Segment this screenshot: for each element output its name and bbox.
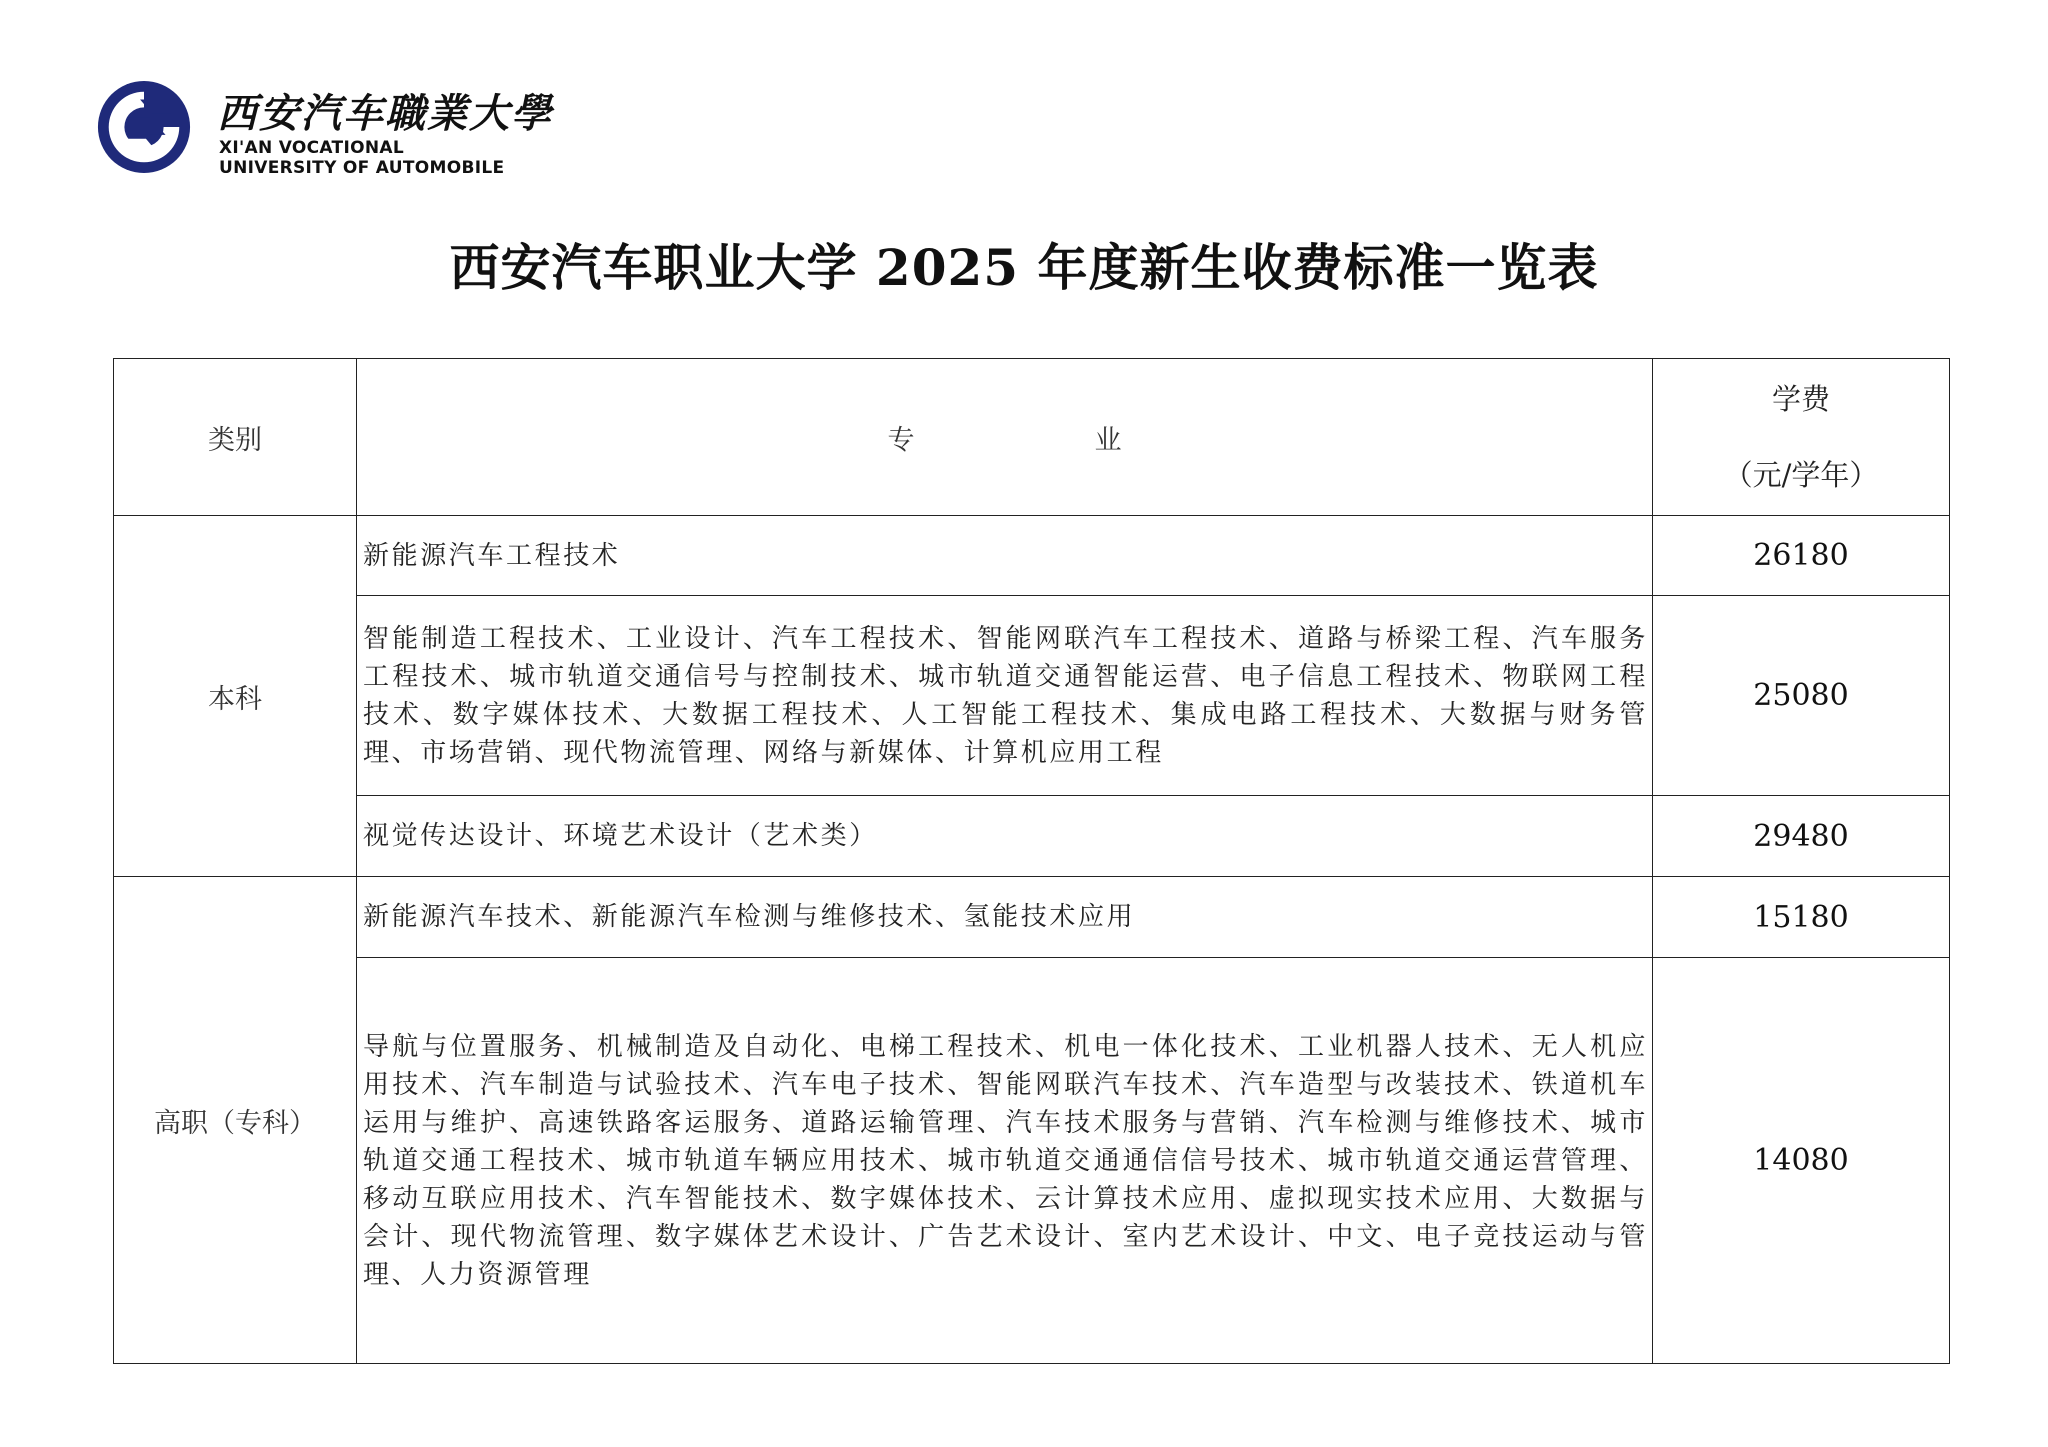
header-fee-label: 学费 (1771, 382, 1830, 416)
fee-cell: 25080 (1653, 596, 1950, 796)
majors-cell: 导航与位置服务、机械制造及自动化、电梯工程技术、机电一体化技术、工业机器人技术、无人机应用技术、汽车制造与试验技术、汽车电子技术、智能网联汽车技术、汽车造型与改装技术、铁道机车运用与维护、高速铁路客运服务、道路运输管理、汽车技术服务与营销、汽车检测与维修技术、城市轨道交通工程技术、城市轨道车辆应用技术、城市轨道交通通信信号技术、城市轨道交通运营管理、移动互联应用技术、汽车智能技术、数字媒体技术、云计算技术应用、虚拟现实技术应用、大数据与会计、现代物流管理、数字媒体艺术设计、广告艺术设计、室内艺术设计、中文、电子竞技运动与管理、人力资源管理 (357, 958, 1653, 1364)
document-title: 西安汽车职业大学 2025 年度新生收费标准一览表 (449, 238, 1599, 297)
fee-cell: 15180 (1653, 877, 1950, 958)
table-row (114, 796, 1950, 877)
table-row (114, 958, 1950, 1364)
header-major-right: 业 (1094, 424, 1122, 456)
header-major (357, 359, 1653, 516)
majors-cell: 新能源汽车工程技术 (357, 516, 1653, 596)
logo-english-line-2: UNIVERSITY OF AUTOMOBILE (219, 158, 505, 178)
header-fee (1653, 359, 1950, 516)
logo-chinese-name: 西安汽车職業大學 (217, 90, 553, 137)
category-vocational: 高职（专科） (114, 877, 357, 1364)
header-fee-unit: （元/学年） (1723, 458, 1879, 492)
university-logo (95, 78, 565, 183)
header-major-left: 专 (887, 424, 915, 456)
majors-cell: 视觉传达设计、环境艺术设计（艺术类） (357, 796, 1653, 877)
fee-cell: 14080 (1653, 958, 1950, 1364)
fee-cell: 26180 (1653, 516, 1950, 596)
majors-cell: 新能源汽车技术、新能源汽车检测与维修技术、氢能技术应用 (357, 877, 1653, 958)
table-row (114, 516, 1950, 596)
category-undergraduate: 本科 (114, 516, 357, 877)
logo-english-name (219, 138, 504, 178)
university-emblem-icon (95, 78, 193, 176)
table-row (114, 877, 1950, 958)
logo-english-line-1: XI'AN VOCATIONAL (219, 138, 404, 158)
majors-cell: 智能制造工程技术、工业设计、汽车工程技术、智能网联汽车工程技术、道路与桥梁工程、汽车服务工程技术、城市轨道交通信号与控制技术、城市轨道交通智能运营、电子信息工程技术、物联网工程技术、数字媒体技术、大数据工程技术、人工智能工程技术、集成电路工程技术、大数据与财务管理、市场营销、现代物流管理、网络与新媒体、计算机应用工程 (357, 596, 1653, 796)
table-row (114, 596, 1950, 796)
table-header-row (114, 359, 1950, 516)
header-category: 类别 (114, 359, 357, 516)
fee-standard-table (113, 358, 1950, 1364)
fee-cell: 29480 (1653, 796, 1950, 877)
